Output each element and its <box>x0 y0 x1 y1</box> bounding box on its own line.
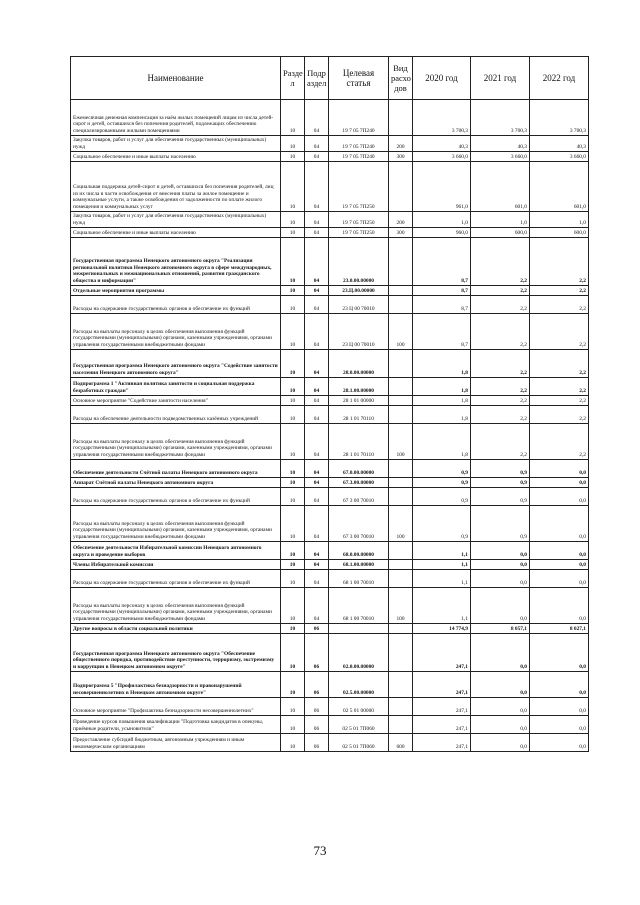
table-row <box>71 624 589 634</box>
cell-subsection: 04 <box>305 314 329 350</box>
cell-target-article: 23 Ц 00 70010 <box>329 296 389 314</box>
cell-amount-2021: 8 057,1 <box>471 624 530 634</box>
cell-section: 10 <box>281 152 305 162</box>
cell-subsection: 06 <box>305 634 329 672</box>
cell-section: 10 <box>281 212 305 228</box>
cell-amount-2022: 0,0 <box>530 716 589 734</box>
cell-target-article: 19 7 05 7П240 <box>329 152 389 162</box>
cell-expense-type <box>389 378 413 396</box>
cell-subsection: 04 <box>305 478 329 488</box>
cell-subsection: 04 <box>305 542 329 560</box>
table-row <box>71 698 589 716</box>
cell-amount-2022: 0,0 <box>530 698 589 716</box>
cell-amount-2022: 1,0 <box>530 212 589 228</box>
table-row <box>71 478 589 488</box>
table-row <box>71 506 589 542</box>
cell-amount-2020: 1,8 <box>413 406 471 424</box>
cell-section: 10 <box>281 588 305 624</box>
cell-section: 10 <box>281 296 305 314</box>
cell-subsection: 04 <box>305 588 329 624</box>
cell-amount-2022: 0,0 <box>530 588 589 624</box>
cell-target-article: 02 5 01 00000 <box>329 698 389 716</box>
cell-expense-type <box>389 560 413 570</box>
cell-amount-2021: 0,0 <box>471 716 530 734</box>
cell-amount-2020: 14 774,9 <box>413 624 471 634</box>
cell-target-article: 68.0.00.00000 <box>329 542 389 560</box>
table-row <box>71 560 589 570</box>
table-row <box>71 162 589 212</box>
cell-subsection: 04 <box>305 238 329 286</box>
cell-target-article: 19 7 05 7П250 <box>329 162 389 212</box>
cell-amount-2021: 600,0 <box>471 228 530 238</box>
cell-amount-2021: 3 660,0 <box>471 152 530 162</box>
cell-amount-2020: 0,9 <box>413 488 471 506</box>
cell-subsection: 04 <box>305 378 329 396</box>
cell-target-article: 28 1 01 00000 <box>329 396 389 406</box>
cell-amount-2022: 8 027,1 <box>530 624 589 634</box>
cell-target-article: 19 7 05 7П250 <box>329 212 389 228</box>
table-row <box>71 634 589 672</box>
cell-amount-2021: 601,0 <box>471 162 530 212</box>
table-row <box>71 488 589 506</box>
cell-name: Подпрограмма 1 "Активная политика занятости и социальная поддержка безработных граждан" <box>71 378 281 396</box>
cell-expense-type <box>389 634 413 672</box>
cell-amount-2020: 247,1 <box>413 672 471 698</box>
header-target-article: Целевая статья <box>329 57 389 100</box>
cell-subsection: 04 <box>305 100 329 136</box>
cell-name: Члены Избирательной комиссии <box>71 560 281 570</box>
cell-amount-2022: 2,2 <box>530 396 589 406</box>
cell-amount-2021: 0,0 <box>471 542 530 560</box>
table-row <box>71 588 589 624</box>
table-row <box>71 238 589 286</box>
cell-amount-2022: 601,0 <box>530 162 589 212</box>
cell-amount-2021: 40,3 <box>471 136 530 152</box>
cell-amount-2020: 8,7 <box>413 238 471 286</box>
table-row <box>71 542 589 560</box>
cell-amount-2020: 1,8 <box>413 350 471 378</box>
cell-name: Расходы на выплаты персоналу в целях обеспечения выполнения функций государственными (муниципальными) органами, казенными учреждениями, органами управления государственными внебюджетными фондами <box>71 314 281 350</box>
table-row <box>71 296 589 314</box>
cell-amount-2021: 2,2 <box>471 396 530 406</box>
cell-section: 10 <box>281 570 305 588</box>
cell-name: Расходы на содержание государственных органов и обеспечение их функций <box>71 488 281 506</box>
cell-subsection: 04 <box>305 212 329 228</box>
cell-amount-2020: 247,1 <box>413 634 471 672</box>
cell-amount-2020: 1,8 <box>413 378 471 396</box>
cell-amount-2022: 0,0 <box>530 734 589 752</box>
cell-amount-2020: 1,1 <box>413 588 471 624</box>
cell-section: 10 <box>281 716 305 734</box>
cell-name: Ежемесячная денежная компенсация за наём жилых помещений лицам из числа детей-сирот и детей, оставшихся без попечения родителей, подлежащих обеспечению специализированными жилыми помещениями <box>71 100 281 136</box>
table-row <box>71 406 589 424</box>
cell-section: 10 <box>281 162 305 212</box>
cell-subsection: 04 <box>305 560 329 570</box>
cell-amount-2020: 1,0 <box>413 212 471 228</box>
cell-name: Подпрограмма 5 "Профилактика безнадзорности и правонарушений несовершеннолетних в Ненецком автономном округе" <box>71 672 281 698</box>
cell-amount-2022: 0,0 <box>530 542 589 560</box>
cell-amount-2020: 3 660,0 <box>413 152 471 162</box>
cell-expense-type <box>389 624 413 634</box>
cell-subsection: 06 <box>305 698 329 716</box>
cell-subsection: 04 <box>305 570 329 588</box>
cell-amount-2020: 8,7 <box>413 296 471 314</box>
header-year-2020: 2020 год <box>413 57 471 100</box>
cell-name: Расходы на содержание государственных органов и обеспечение их функций <box>71 296 281 314</box>
cell-expense-type <box>389 698 413 716</box>
cell-section: 10 <box>281 350 305 378</box>
cell-section: 10 <box>281 624 305 634</box>
cell-subsection: 04 <box>305 460 329 478</box>
cell-target-article: 67 3 00 70010 <box>329 488 389 506</box>
cell-name: Государственная программа Ненецкого автономного округа "Обеспечение общественного порядка, противодействие преступности, терроризму, экстремизму и коррупции в Ненецком автономном округе" <box>71 634 281 672</box>
cell-subsection: 06 <box>305 716 329 734</box>
table-row <box>71 212 589 228</box>
cell-amount-2021: 0,0 <box>471 734 530 752</box>
cell-amount-2021: 2,2 <box>471 424 530 460</box>
cell-name: Расходы на выплаты персоналу в целях обеспечения выполнения функций государственными (муниципальными) органами, казенными учреждениями, органами управления государственными внебюджетными фондами <box>71 424 281 460</box>
cell-amount-2022: 2,2 <box>530 350 589 378</box>
cell-section: 10 <box>281 478 305 488</box>
cell-section: 10 <box>281 100 305 136</box>
cell-expense-type: 600 <box>389 734 413 752</box>
header-section: Разде л <box>281 57 305 100</box>
cell-amount-2020: 1,8 <box>413 424 471 460</box>
cell-expense-type: 100 <box>389 424 413 460</box>
cell-section: 10 <box>281 424 305 460</box>
cell-name: Расходы на обеспечение деятельности подведомственных казённых учреждений <box>71 406 281 424</box>
cell-subsection: 04 <box>305 136 329 152</box>
cell-amount-2021: 0,0 <box>471 560 530 570</box>
cell-name: Аппарат Счётной палаты Ненецкого автономного округа <box>71 478 281 488</box>
cell-target-article: 28.1.00.00000 <box>329 378 389 396</box>
cell-amount-2021: 2,2 <box>471 286 530 296</box>
cell-target-article: 23.0.00.00000 <box>329 238 389 286</box>
cell-subsection: 04 <box>305 286 329 296</box>
table-row <box>71 570 589 588</box>
table-row <box>71 228 589 238</box>
cell-expense-type: 200 <box>389 136 413 152</box>
cell-expense-type: 300 <box>389 152 413 162</box>
cell-name: Расходы на выплаты персоналу в целях обеспечения выполнения функций государственными (муниципальными) органами, казенными учреждениями, органами управления государственными внебюджетными фондами <box>71 506 281 542</box>
cell-section: 10 <box>281 460 305 478</box>
cell-name: Закупка товаров, работ и услуг для обеспечения государственных (муниципальных) нужд <box>71 136 281 152</box>
table-row <box>71 100 589 136</box>
cell-amount-2022: 2,2 <box>530 238 589 286</box>
cell-amount-2022: 0,0 <box>530 672 589 698</box>
table-row <box>71 672 589 698</box>
table-row <box>71 424 589 460</box>
cell-target-article: 67 3 00 70010 <box>329 506 389 542</box>
cell-amount-2020: 8,7 <box>413 286 471 296</box>
cell-target-article: 02 5 01 7П060 <box>329 716 389 734</box>
cell-amount-2022: 3 660,0 <box>530 152 589 162</box>
cell-target-article: 23.Ц.00.00000 <box>329 286 389 296</box>
cell-target-article: 28 1 01 70110 <box>329 424 389 460</box>
cell-target-article: 02 5 01 7П060 <box>329 734 389 752</box>
cell-subsection: 04 <box>305 424 329 460</box>
cell-target-article: 28.0.00.00000 <box>329 350 389 378</box>
cell-amount-2020: 961,0 <box>413 162 471 212</box>
cell-amount-2020: 247,1 <box>413 698 471 716</box>
cell-target-article: 67.0.00.00000 <box>329 460 389 478</box>
cell-expense-type <box>389 396 413 406</box>
cell-amount-2021: 1,0 <box>471 212 530 228</box>
page-number: 73 <box>313 843 327 858</box>
cell-subsection: 06 <box>305 624 329 634</box>
cell-subsection: 04 <box>305 162 329 212</box>
cell-expense-type: 100 <box>389 314 413 350</box>
table-row <box>71 286 589 296</box>
cell-section: 10 <box>281 238 305 286</box>
cell-amount-2021: 0,9 <box>471 478 530 488</box>
cell-expense-type <box>389 460 413 478</box>
cell-name: Социальная поддержка детей-сирот и детей, оставшихся без попечения родителей, лиц из их числа в части освобождения от внесения платы за жилое помещение и коммунальные услуги, а также освобождения от задолженности по оплате жилого помещения и коммунальных услуг <box>71 162 281 212</box>
cell-target-article: 02.5.00.00000 <box>329 672 389 698</box>
table-row <box>71 350 589 378</box>
cell-amount-2022: 40,3 <box>530 136 589 152</box>
cell-expense-type: 100 <box>389 588 413 624</box>
cell-amount-2022: 3 700,3 <box>530 100 589 136</box>
cell-target-article: 68 1 00 70010 <box>329 570 389 588</box>
cell-amount-2022: 600,0 <box>530 228 589 238</box>
cell-amount-2021: 2,2 <box>471 314 530 350</box>
cell-target-article: 68 1 00 70010 <box>329 588 389 624</box>
table-row <box>71 716 589 734</box>
cell-name: Другие вопросы в области социальной политики <box>71 624 281 634</box>
cell-name: Расходы на содержание государственных органов и обеспечение их функций <box>71 570 281 588</box>
table-row <box>71 136 589 152</box>
cell-amount-2022: 2,2 <box>530 314 589 350</box>
cell-target-article: 68.1.00.00000 <box>329 560 389 570</box>
table-row <box>71 734 589 752</box>
cell-target-article: 19 7 05 7П240 <box>329 136 389 152</box>
cell-name: Предоставление субсидий бюджетным, автономным учреждениям и иным некоммерческим организациям <box>71 734 281 752</box>
cell-amount-2020: 0,9 <box>413 460 471 478</box>
cell-target-article: 23 Ц 00 70010 <box>329 314 389 350</box>
header-subsection: Подр аздел <box>305 57 329 100</box>
header-year-2021: 2021 год <box>471 57 530 100</box>
cell-target-article <box>329 624 389 634</box>
cell-amount-2021: 2,2 <box>471 350 530 378</box>
cell-subsection: 04 <box>305 228 329 238</box>
cell-expense-type <box>389 296 413 314</box>
cell-name: Проведение курсов повышения квалификации "Подготовка кандидатов в опекуны, приёмные родители, усыновители" <box>71 716 281 734</box>
cell-section: 10 <box>281 228 305 238</box>
cell-name: Государственная программа Ненецкого автономного округа "Реализация региональной политики Ненецкого автономного округа в сфере международных, межрегиональных и межнациональных отношений, развития гражданского общества и информации" <box>71 238 281 286</box>
cell-expense-type <box>389 542 413 560</box>
cell-amount-2021: 0,0 <box>471 588 530 624</box>
cell-section: 10 <box>281 634 305 672</box>
cell-name: Закупка товаров, работ и услуг для обеспечения государственных (муниципальных) нужд <box>71 212 281 228</box>
cell-amount-2020: 40,3 <box>413 136 471 152</box>
cell-amount-2022: 0,0 <box>530 460 589 478</box>
cell-target-article: 02.0.00.00000 <box>329 634 389 672</box>
cell-amount-2022: 2,2 <box>530 378 589 396</box>
cell-amount-2020: 1,1 <box>413 570 471 588</box>
table-row <box>71 152 589 162</box>
cell-amount-2020: 0,9 <box>413 478 471 488</box>
cell-amount-2021: 0,0 <box>471 672 530 698</box>
cell-amount-2022: 0,0 <box>530 506 589 542</box>
cell-amount-2020: 1,1 <box>413 560 471 570</box>
cell-expense-type <box>389 286 413 296</box>
cell-section: 10 <box>281 488 305 506</box>
cell-amount-2021: 2,2 <box>471 406 530 424</box>
cell-expense-type <box>389 406 413 424</box>
cell-amount-2022: 0,0 <box>530 560 589 570</box>
cell-amount-2021: 2,2 <box>471 238 530 286</box>
cell-amount-2022: 0,0 <box>530 570 589 588</box>
header-year-2022: 2022 год <box>530 57 589 100</box>
cell-expense-type <box>389 100 413 136</box>
cell-subsection: 06 <box>305 672 329 698</box>
cell-expense-type: 300 <box>389 228 413 238</box>
cell-amount-2021: 0,0 <box>471 634 530 672</box>
cell-subsection: 06 <box>305 734 329 752</box>
table-body <box>71 100 589 752</box>
cell-subsection: 04 <box>305 406 329 424</box>
cell-amount-2021: 0,9 <box>471 460 530 478</box>
cell-name: Отдельные мероприятия программы <box>71 286 281 296</box>
cell-amount-2022: 2,2 <box>530 424 589 460</box>
cell-expense-type <box>389 350 413 378</box>
budget-table <box>70 56 589 752</box>
cell-section: 10 <box>281 378 305 396</box>
cell-subsection: 04 <box>305 488 329 506</box>
table-row <box>71 314 589 350</box>
cell-name: Расходы на выплаты персоналу в целях обеспечения выполнения функций государственными (муниципальными) органами, казенными учреждениями, органами управления государственными внебюджетными фондами <box>71 588 281 624</box>
table-row <box>71 378 589 396</box>
cell-name: Обеспечение деятельности Избирательной комиссии Ненецкого автономного округа и проведение выборов <box>71 542 281 560</box>
cell-expense-type <box>389 716 413 734</box>
cell-amount-2020: 1,8 <box>413 396 471 406</box>
cell-expense-type <box>389 162 413 212</box>
cell-expense-type: 100 <box>389 506 413 542</box>
cell-subsection: 04 <box>305 296 329 314</box>
header-expense-type: Вид расхо дов <box>389 57 413 100</box>
cell-section: 10 <box>281 734 305 752</box>
cell-name: Социальное обеспечение и иные выплаты населению <box>71 228 281 238</box>
cell-amount-2020: 8,7 <box>413 314 471 350</box>
cell-target-article: 28 1 01 70110 <box>329 406 389 424</box>
cell-section: 10 <box>281 672 305 698</box>
cell-amount-2022: 2,2 <box>530 406 589 424</box>
cell-amount-2020: 247,1 <box>413 716 471 734</box>
cell-section: 10 <box>281 698 305 716</box>
cell-amount-2021: 0,9 <box>471 488 530 506</box>
cell-subsection: 04 <box>305 506 329 542</box>
cell-amount-2020: 247,1 <box>413 734 471 752</box>
cell-section: 10 <box>281 136 305 152</box>
cell-expense-type: 200 <box>389 212 413 228</box>
cell-amount-2021: 2,2 <box>471 296 530 314</box>
cell-amount-2022: 2,2 <box>530 296 589 314</box>
cell-section: 10 <box>281 286 305 296</box>
cell-subsection: 04 <box>305 350 329 378</box>
cell-expense-type <box>389 478 413 488</box>
cell-section: 10 <box>281 314 305 350</box>
cell-target-article: 19 7 05 7П240 <box>329 100 389 136</box>
cell-name: Социальное обеспечение и иные выплаты населению <box>71 152 281 162</box>
header-name: Наименование <box>71 57 281 100</box>
table-row <box>71 396 589 406</box>
cell-amount-2022: 0,0 <box>530 634 589 672</box>
cell-expense-type <box>389 570 413 588</box>
table-header-row <box>71 57 589 100</box>
cell-name: Обеспечение деятельности Счётной палаты Ненецкого автономного округа <box>71 460 281 478</box>
cell-name: Государственная программа Ненецкого автономного округа "Содействие занятости населения Ненецкого автономного округа" <box>71 350 281 378</box>
table-row <box>71 460 589 478</box>
cell-name: Основное мероприятие "Содействие занятости населения" <box>71 396 281 406</box>
cell-amount-2022: 2,2 <box>530 286 589 296</box>
cell-amount-2020: 3 700,3 <box>413 100 471 136</box>
cell-section: 10 <box>281 396 305 406</box>
cell-section: 10 <box>281 406 305 424</box>
cell-expense-type <box>389 238 413 286</box>
cell-expense-type <box>389 488 413 506</box>
cell-amount-2020: 960,0 <box>413 228 471 238</box>
cell-section: 10 <box>281 560 305 570</box>
cell-target-article: 19 7 05 7П250 <box>329 228 389 238</box>
cell-amount-2021: 0,0 <box>471 698 530 716</box>
cell-section: 10 <box>281 506 305 542</box>
cell-amount-2020: 1,1 <box>413 542 471 560</box>
cell-amount-2021: 3 700,3 <box>471 100 530 136</box>
cell-name: Основное мероприятие "Профилактика безнадзорности несовершеннолетних" <box>71 698 281 716</box>
cell-amount-2021: 0,9 <box>471 506 530 542</box>
cell-subsection: 04 <box>305 396 329 406</box>
cell-amount-2020: 0,9 <box>413 506 471 542</box>
cell-amount-2021: 2,2 <box>471 378 530 396</box>
cell-target-article: 67.3.00.00000 <box>329 478 389 488</box>
cell-section: 10 <box>281 542 305 560</box>
cell-amount-2021: 0,0 <box>471 570 530 588</box>
cell-amount-2022: 0,0 <box>530 478 589 488</box>
cell-subsection: 04 <box>305 152 329 162</box>
cell-amount-2022: 0,0 <box>530 488 589 506</box>
cell-expense-type <box>389 672 413 698</box>
